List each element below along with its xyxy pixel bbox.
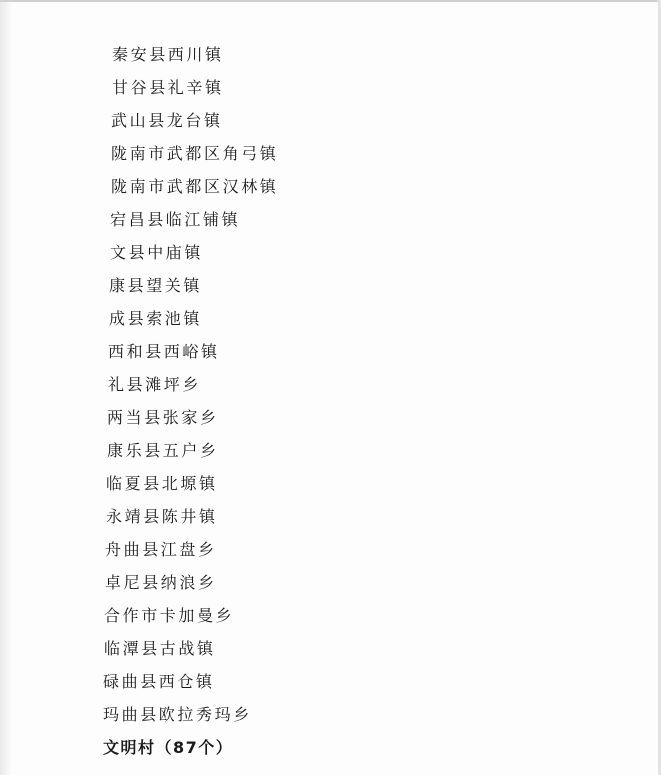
list-item: 礼县滩坪乡: [108, 375, 202, 394]
list-item: 碌曲县西仓镇: [103, 672, 215, 691]
list-item: 合作市卡加曼乡: [104, 606, 235, 625]
list-item: 甘谷县礼辛镇: [112, 78, 224, 97]
list-item: 玛曲县欧拉秀玛乡: [103, 705, 252, 724]
list-item: 西和县西峪镇: [108, 342, 220, 361]
list-item: 宕昌县临江铺镇: [110, 210, 241, 229]
list-item: 武山县龙台镇: [111, 111, 223, 130]
list-item: 陇南市武都区角弓镇: [111, 144, 279, 163]
list-item: 临夏县北塬镇: [106, 474, 218, 493]
list-item: 两当县张家乡: [107, 408, 219, 427]
list-item: 陇南市武都区汉林镇: [111, 177, 279, 196]
list-item: 康乐县五户乡: [107, 441, 219, 460]
section-heading: 文明村（87个）: [103, 738, 234, 757]
list-item: 文县中庙镇: [110, 243, 204, 262]
list-item: 永靖县陈井镇: [106, 507, 218, 526]
list-item: 舟曲县江盘乡: [105, 540, 217, 559]
list-item: 成县索池镇: [109, 309, 203, 328]
list-item: 临潭县古战镇: [104, 639, 216, 658]
list-item: 卓尼县纳浪乡: [105, 573, 217, 592]
list-item: 秦安县西川镇: [112, 45, 224, 64]
list-item: 康县望关镇: [109, 276, 203, 295]
